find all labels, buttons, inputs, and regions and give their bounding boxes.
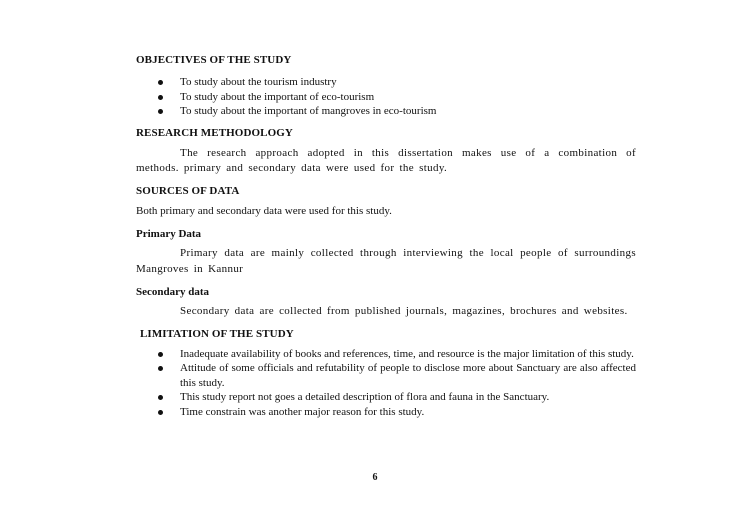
- secondary-data-paragraph: Secondary data are collected from published journals, magazines, brochures and websites.: [180, 305, 628, 317]
- limitation-list: [136, 347, 636, 420]
- bullet-icon: [158, 95, 163, 100]
- methodology-paragraph: The research approach adopted in this dissertation makes use of a combination of methods. primary and secondary data were used for the study.: [136, 146, 636, 174]
- list-item: Time constrain was another major reason for this study.: [136, 405, 636, 420]
- document-page: [136, 50, 636, 419]
- bullet-icon: [158, 109, 163, 114]
- bullet-icon: [158, 80, 163, 85]
- bullet-icon: [158, 366, 163, 371]
- secondary-data-heading: Secondary data: [136, 286, 210, 298]
- list-item: Attitude of some officials and refutability of people to disclose more about Sanctuary are also affected this study.: [136, 361, 636, 390]
- list-item: This study report not goes a detailed description of flora and fauna in the Sanctuary.: [136, 390, 636, 405]
- list-item: To study about the important of mangroves in eco-tourism: [136, 104, 636, 119]
- page-number: 6: [372, 472, 378, 483]
- bullet-icon: [158, 395, 163, 400]
- list-item: To study about the tourism industry: [136, 75, 636, 90]
- methodology-heading: RESEARCH METHODOLOGY: [136, 126, 293, 139]
- sources-heading: SOURCES OF DATA: [136, 184, 240, 197]
- list-item: Inadequate availability of books and references, time, and resource is the major limitation of this study.: [136, 347, 636, 362]
- list-item: To study about the important of eco-tourism: [136, 90, 636, 105]
- primary-data-heading: Primary Data: [136, 228, 202, 240]
- limitation-heading: LIMITATION OF THE STUDY: [140, 327, 294, 340]
- bullet-icon: [158, 410, 163, 415]
- objectives-heading: OBJECTIVES OF THE STUDY: [136, 54, 292, 66]
- bullet-icon: [158, 352, 163, 357]
- sources-paragraph: Both primary and secondary data were used for this study.: [136, 204, 392, 217]
- primary-data-paragraph: Primary data are mainly collected through interviewing the local people of surroundings Mangroves in Kannur: [136, 247, 636, 275]
- objectives-list: [136, 75, 636, 119]
